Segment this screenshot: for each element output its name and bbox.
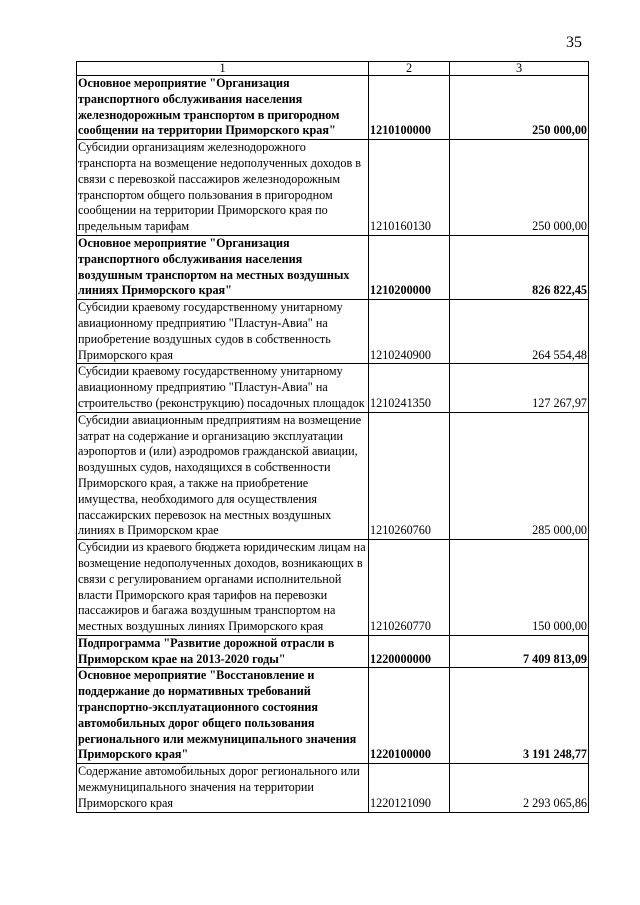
row-description: Субсидии авиационным предприятиям на возмещение затрат на содержание и организацию эксплуатации аэропортов и (или) аэродромов гражданской авиации, воздушных судов, находящихся в собственности Приморского края, а также на приобретение имущества, необходимого для осуществления пассажирских перевозок на местных воздушных линиях в Приморском крае	[77, 412, 369, 539]
row-amount: 285 000,00	[450, 412, 589, 539]
row-amount: 826 822,45	[450, 235, 589, 299]
row-amount: 250 000,00	[450, 140, 589, 236]
row-code: 1220000000	[369, 635, 450, 668]
row-code: 1210260760	[369, 412, 450, 539]
row-code: 1220100000	[369, 668, 450, 764]
row-code: 1210240900	[369, 300, 450, 364]
row-description: Субсидии краевому государственному унитарному авиационному предприятию "Пластун-Авиа" на строительство (реконструкцию) посадочных площадок	[77, 364, 369, 412]
row-description: Содержание автомобильных дорог регионального или межмуниципального значения на территории Приморского края	[77, 764, 369, 812]
row-amount: 127 267,97	[450, 364, 589, 412]
row-description: Субсидии организациям железнодорожного транспорта на возмещение недополученных доходов в связи с перевозкой пассажиров железнодорожным транспортом общего пользования в пригородном сообщении на территории Приморского края по предельным тарифам	[77, 140, 369, 236]
table-row	[77, 364, 589, 412]
table-row	[77, 76, 589, 140]
column-header: 2	[369, 62, 450, 76]
row-amount: 2 293 065,86	[450, 764, 589, 812]
row-amount: 150 000,00	[450, 540, 589, 636]
row-code: 1210160130	[369, 140, 450, 236]
budget-table	[76, 61, 589, 813]
row-amount: 264 554,48	[450, 300, 589, 364]
row-code: 1210241350	[369, 364, 450, 412]
row-amount: 7 409 813,09	[450, 635, 589, 668]
row-code: 1220121090	[369, 764, 450, 812]
column-header: 3	[450, 62, 589, 76]
row-code: 1210100000	[369, 76, 450, 140]
row-code: 1210260770	[369, 540, 450, 636]
row-amount: 3 191 248,77	[450, 668, 589, 764]
row-description: Субсидии из краевого бюджета юридическим лицам на возмещение недополученных доходов, возникающих в связи с регулированием органами исполнительной власти Приморского края тарифов на перевозки пассажиров и багажа воздушным транспортом на местных воздушных линиях Приморского края	[77, 540, 369, 636]
table-header-row	[77, 62, 589, 76]
row-amount: 250 000,00	[450, 76, 589, 140]
page-number: 35	[566, 34, 582, 51]
table-row	[77, 635, 589, 668]
table-row	[77, 764, 589, 812]
table-row	[77, 140, 589, 236]
row-description: Основное мероприятие "Организация транспортного обслуживания населения железнодорожным транспортом в пригородном сообщении на территории Приморского края"	[77, 76, 369, 140]
row-description: Подпрограмма "Развитие дорожной отрасли в Приморском крае на 2013-2020 годы"	[77, 635, 369, 668]
table-row	[77, 540, 589, 636]
row-code: 1210200000	[369, 235, 450, 299]
column-header: 1	[77, 62, 369, 76]
row-description: Субсидии краевому государственному унитарному авиационному предприятию "Пластун-Авиа" на приобретение воздушных судов в собственность Приморского края	[77, 300, 369, 364]
table-row	[77, 668, 589, 764]
row-description: Основное мероприятие "Восстановление и поддержание до нормативных требований транспортно-эксплуатационного состояния автомобильных дорог общего пользования регионального или межмуниципального значения Приморского края"	[77, 668, 369, 764]
table-row	[77, 300, 589, 364]
table-row	[77, 235, 589, 299]
row-description: Основное мероприятие "Организация транспортного обслуживания населения воздушным транспортом на местных воздушных линиях Приморского края"	[77, 235, 369, 299]
table-row	[77, 412, 589, 539]
